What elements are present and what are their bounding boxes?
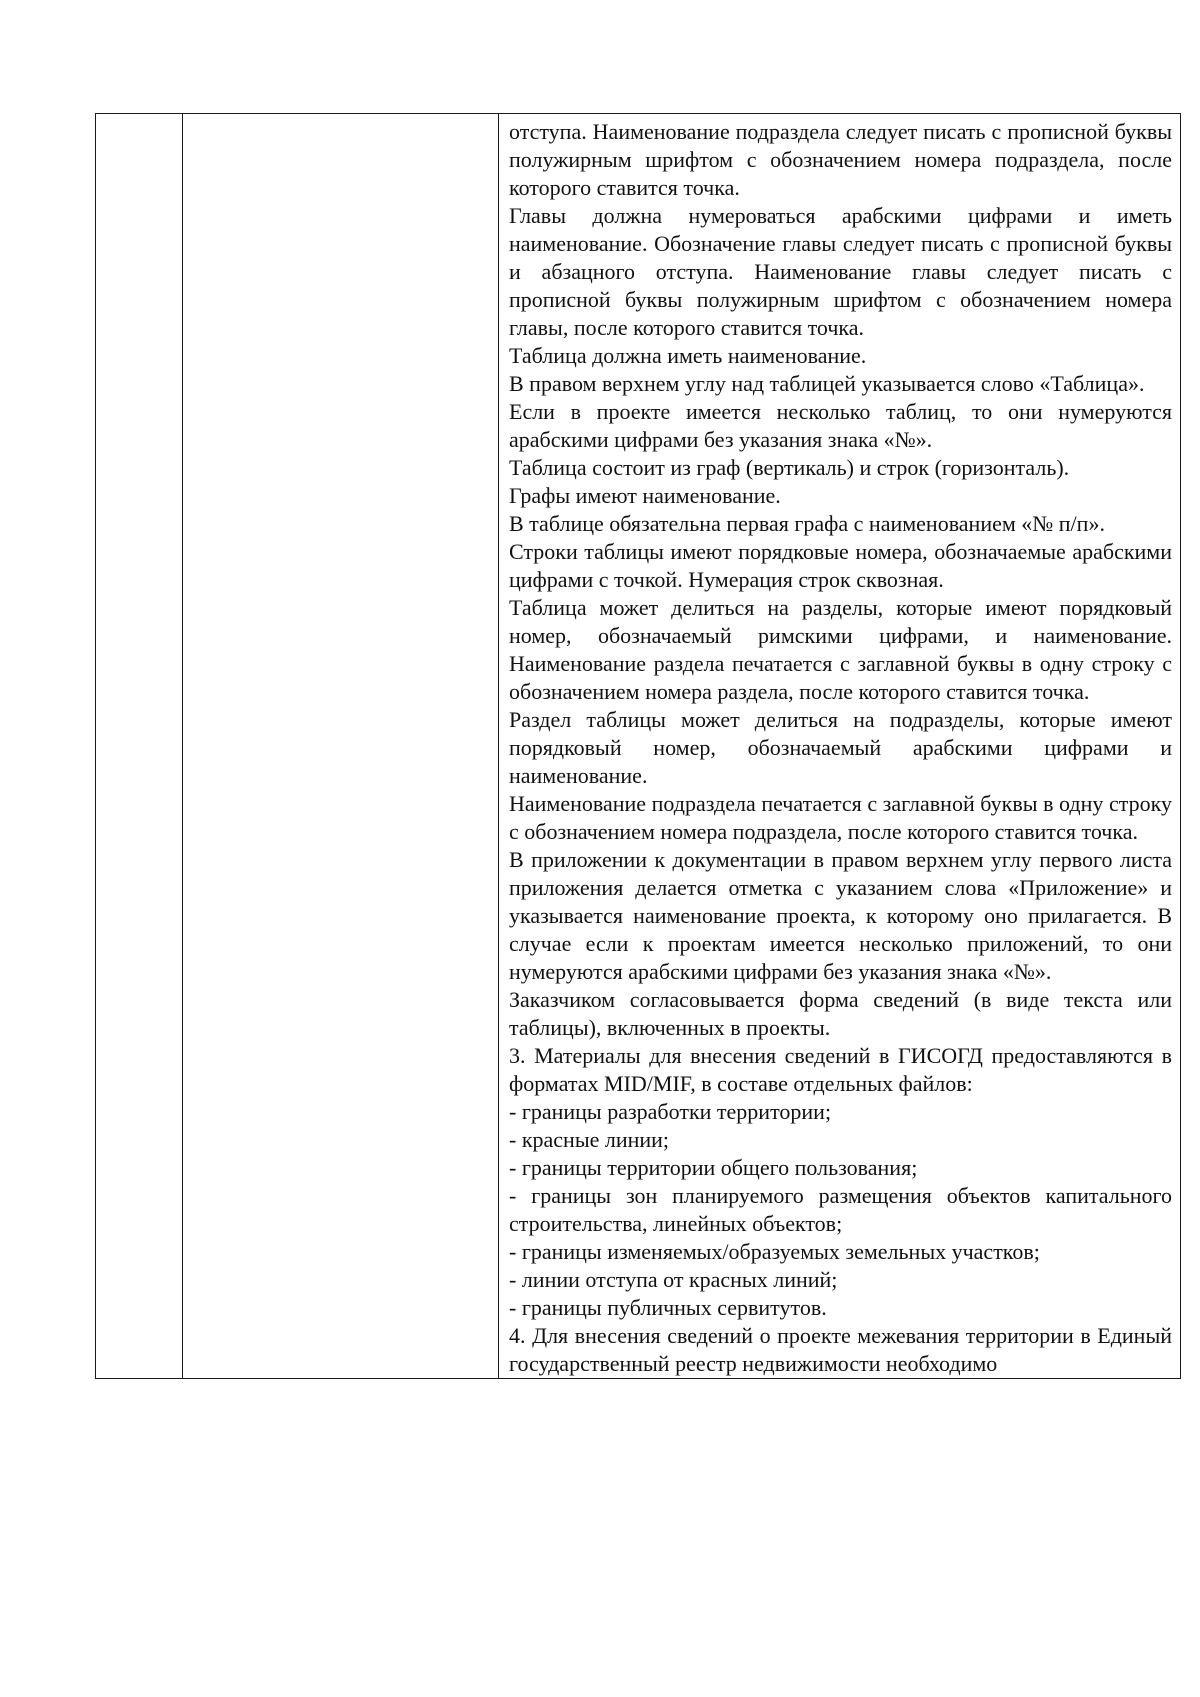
paragraph: В приложении к документации в правом верхнем углу первого листа приложения делается отметка с указанием слова «Приложение» и указывается наименование проекта, к которому оно прилагается. В случае если к проектам имеется несколько приложений, то они нумеруются арабскими цифрами без указания знака «№». <box>509 847 1172 984</box>
paragraph: Таблица может делиться на разделы, которые имеют порядковый номер, обозначаемый римскими цифрами, и наименование. Наименование раздела печатается с заглавной буквы в одну строку с обозначением номера раздела, после которого ставится точка. <box>509 595 1172 704</box>
paragraph: Графы имеют наименование. <box>509 483 781 508</box>
paragraph: В таблице обязательна первая графа с наименованием «№ п/п». <box>509 511 1105 536</box>
list-item: - границы территории общего пользования; <box>509 1155 918 1180</box>
content-cell <box>499 114 1181 1379</box>
paragraph: отступа. Наименование подраздела следует писать с прописной буквы полужирным шрифтом с обозначением номера подраздела, после которого ставится точка. <box>509 119 1172 200</box>
list-item: - границы изменяемых/образуемых земельных участков; <box>509 1239 1040 1264</box>
paragraph: Если в проекте имеется несколько таблиц, то они нумеруются арабскими цифрами без указания знака «№». <box>509 399 1172 452</box>
paragraph: Наименование подраздела печатается с заглавной буквы в одну строку с обозначением номера подраздела, после которого ставится точка. <box>509 791 1172 844</box>
document-table <box>95 113 1181 1379</box>
list-item: - границы разработки территории; <box>509 1099 832 1124</box>
list-item: - границы зон планируемого размещения объектов капитального строительства, линейных объектов; <box>509 1183 1172 1236</box>
table-row <box>96 114 1181 1379</box>
list-item: - красные линии; <box>509 1127 670 1152</box>
list-item: - линии отступа от красных линий; <box>509 1267 838 1292</box>
paragraph: В правом верхнем углу над таблицей указывается слово «Таблица». <box>509 371 1145 396</box>
list-item: - границы публичных сервитутов. <box>509 1295 827 1320</box>
paragraph: Раздел таблицы может делиться на подразделы, которые имеют порядковый номер, обозначаемый арабскими цифрами и наименование. <box>509 707 1172 788</box>
paragraph: Строки таблицы имеют порядковые номера, обозначаемые арабскими цифрами с точкой. Нумерация строк сквозная. <box>509 539 1172 592</box>
number-cell <box>96 114 183 1379</box>
paragraph: Заказчиком согласовывается форма сведений (в виде текста или таблицы), включенных в проекты. <box>509 987 1172 1040</box>
paragraph: Таблица состоит из граф (вертикаль) и строк (горизонталь). <box>509 455 1070 480</box>
paragraph: Таблица должна иметь наименование. <box>509 343 867 368</box>
paragraph: 4. Для внесения сведений о проекте межевания территории в Единый государственный реестр недвижимости необходимо <box>509 1323 1172 1376</box>
name-cell <box>183 114 499 1379</box>
paragraph: Главы должна нумероваться арабскими цифрами и иметь наименование. Обозначение главы следует писать с прописной буквы и абзацного отступа. Наименование главы следует писать с прописной буквы полужирным шрифтом с обозначением номера главы, после которого ставится точка. <box>509 203 1172 340</box>
paragraph: 3. Материалы для внесения сведений в ГИСОГД предоставляются в форматах MID/MIF, в составе отдельных файлов: <box>509 1043 1172 1096</box>
